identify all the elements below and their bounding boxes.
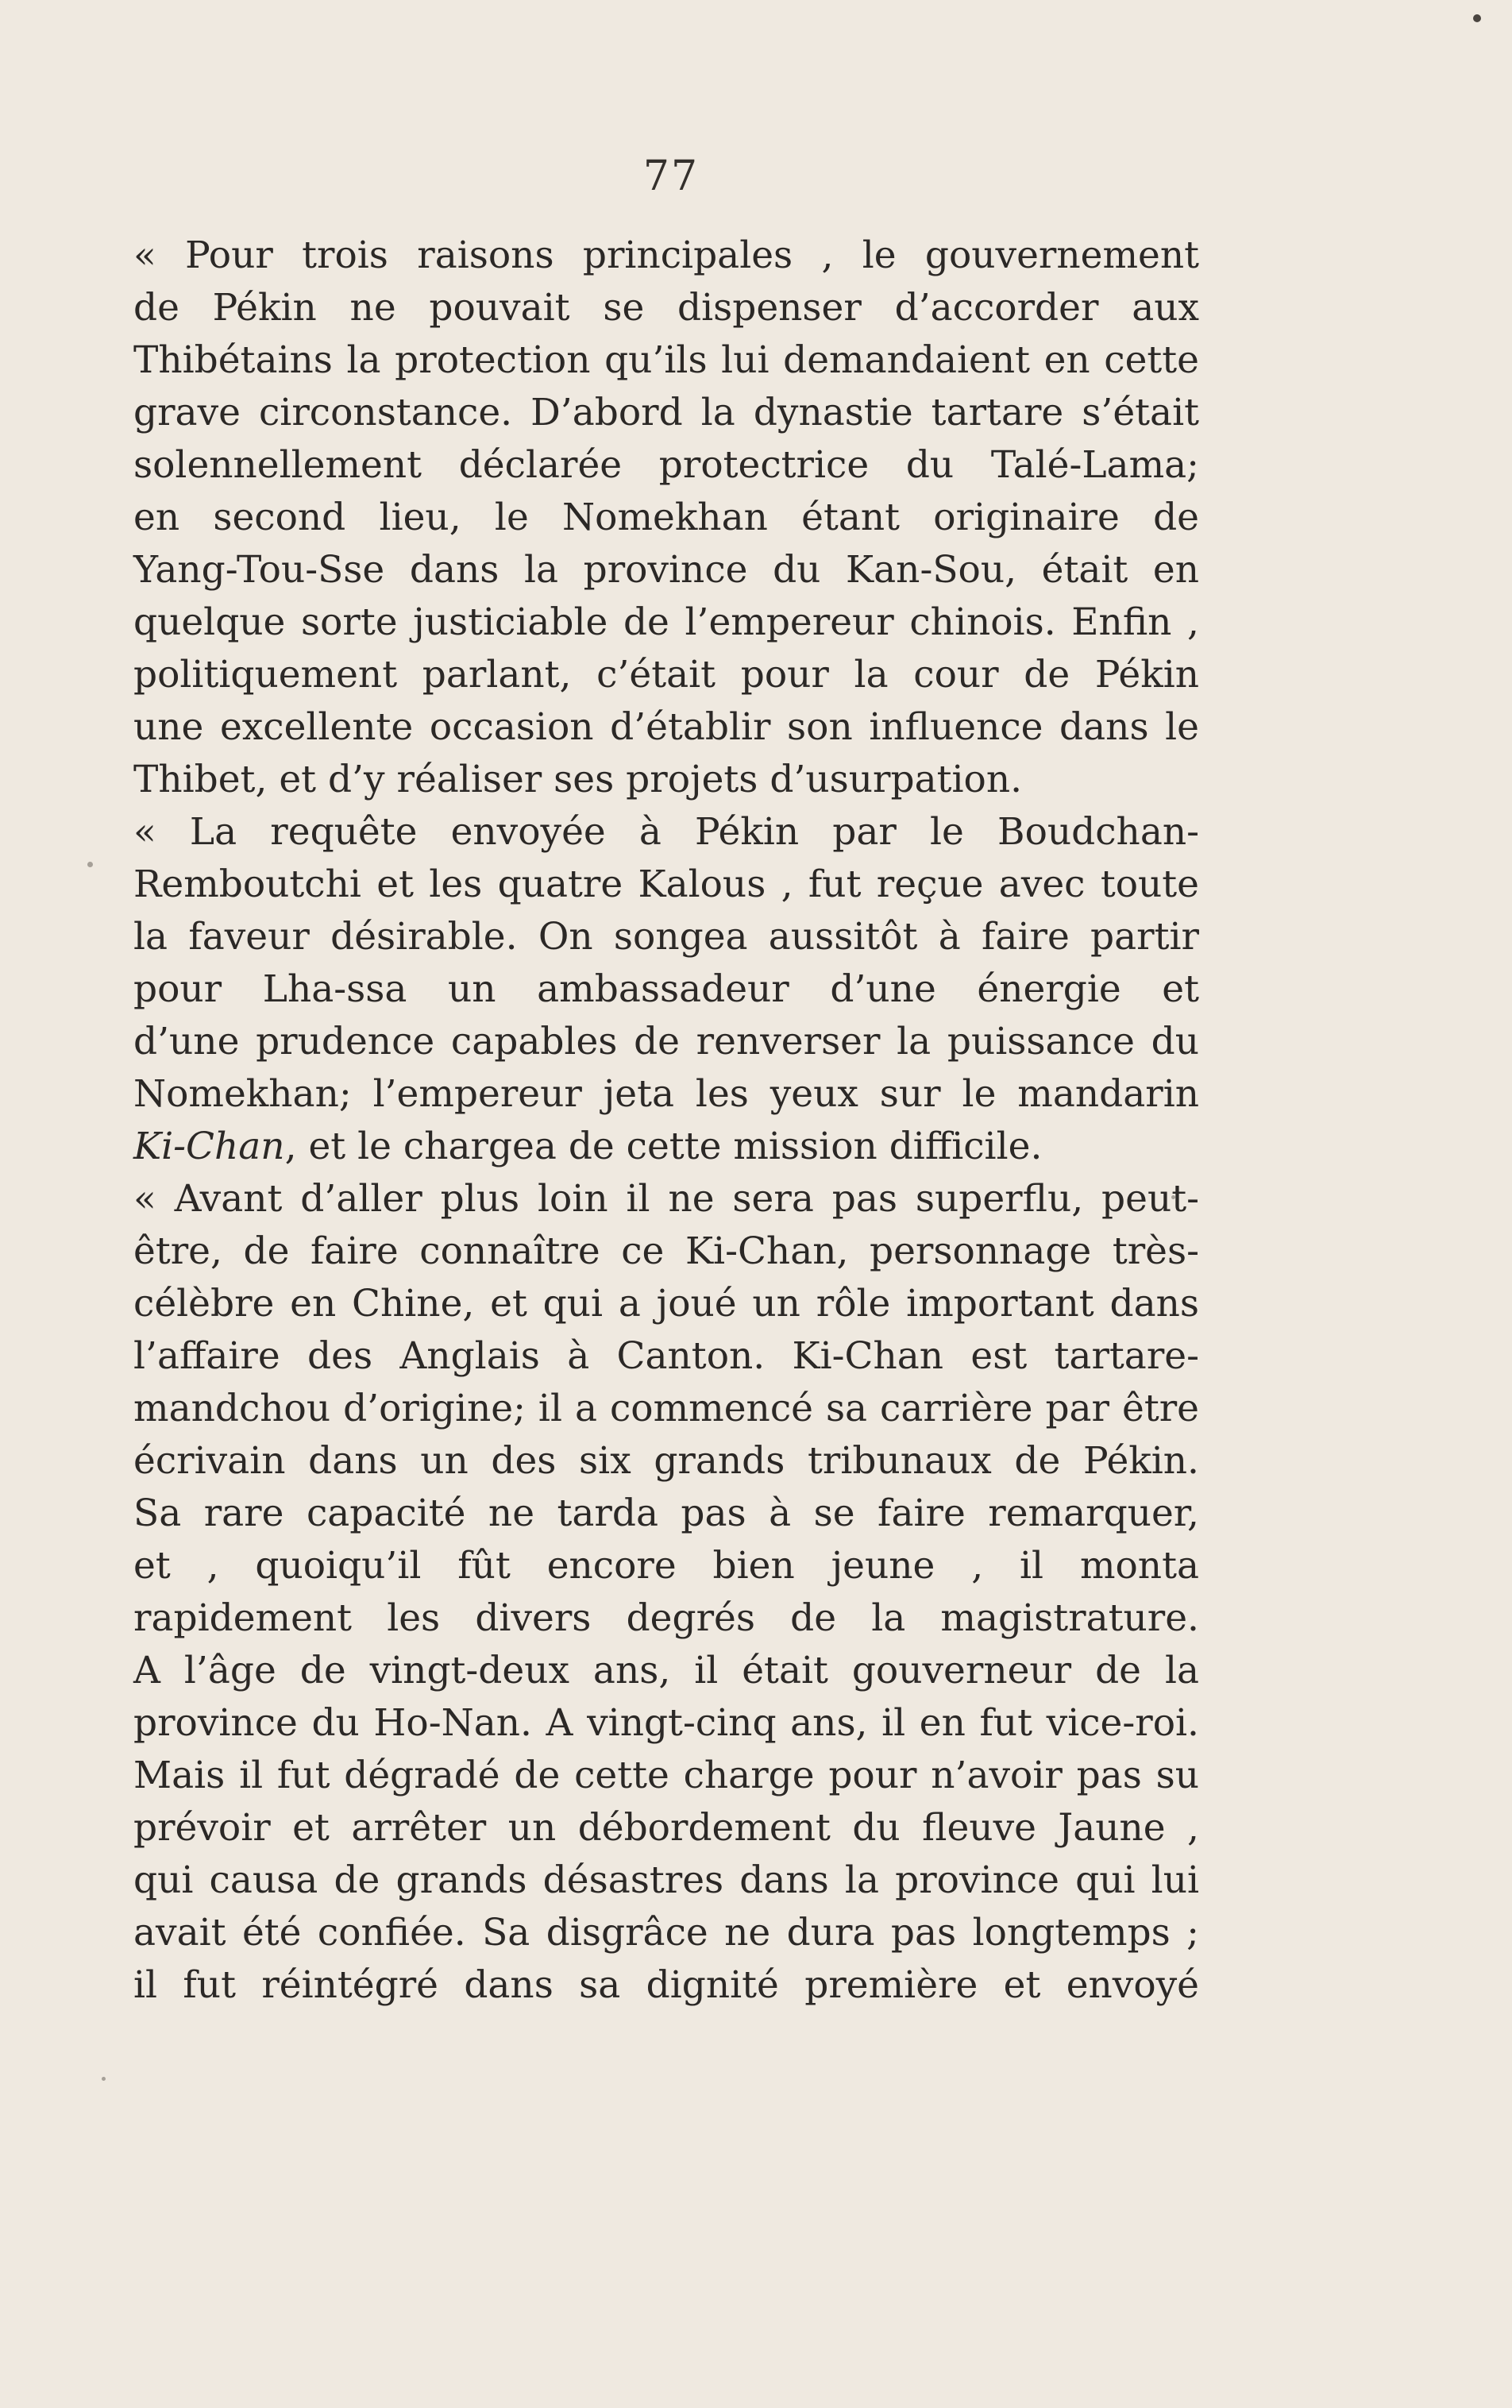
body-text [133,230,1199,2012]
text-line: « Avant d’aller plus loin il ne sera pas superflu, peut- [133,1177,1199,1221]
text-line: solennellement déclarée protectrice du Talé-Lama; [133,443,1199,487]
paper-speck [87,862,93,867]
text-line: prévoir et arrêter un débordement du fleuve Jaune , [133,1806,1199,1850]
text-line: province du Ho-Nan. A vingt-cinq ans, il en fut vice-roi. [133,1701,1199,1745]
text-line: quelque sorte justiciable de l’empereur chinois. Enfin , [133,600,1199,644]
text-line: « La requête envoyée à Pékin par le Boudchan- [133,810,1199,854]
text-line: pour Lha-ssa un ambassadeur d’une énergie et [133,967,1199,1011]
text-line: une excellente occasion d’établir son influence dans le [133,705,1199,749]
text-line: Yang-Tou-Sse dans la province du Kan-Sou, était en [133,548,1199,592]
text-line: de Pékin ne pouvait se dispenser d’accorder aux [133,286,1199,330]
ink-dot [1473,14,1481,22]
text-line: être, de faire connaître ce Ki-Chan, personnage très- [133,1229,1199,1273]
text-line: Nomekhan; l’empereur jeta les yeux sur le mandarin [133,1072,1199,1116]
text-line: politiquement parlant, c’était pour la cour de Pékin [133,653,1199,697]
text-line: Thibétains la protection qu’ils lui demandaient en cette [133,338,1199,382]
text-line: l’affaire des Anglais à Canton. Ki-Chan est tartare- [133,1334,1199,1378]
text-line: il fut réintégré dans sa dignité première et envoyé [133,1963,1199,2007]
text-line: d’une prudence capables de renverser la puissance du [133,1020,1199,1063]
text-line: Mais il fut dégradé de cette charge pour n’avoir pas su [133,1754,1199,1797]
text-line: écrivain dans un des six grands tribunaux de Pékin. [133,1439,1199,1483]
text-line: mandchou d’origine; il a commencé sa carrière par être [133,1387,1199,1430]
text-line: Remboutchi et les quatre Kalous , fut reçue avec toute [133,862,1199,906]
text-line: « Pour trois raisons principales , le gouvernement [133,233,1199,277]
text-line: la faveur désirable. On songea aussitôt à faire partir [133,915,1199,959]
ki-chan-italic: Ki-Chan [133,1125,285,1168]
paper-speck [102,2077,106,2081]
text-line: qui causa de grands désastres dans la province qui lui [133,1858,1199,1902]
text-line: en second lieu, le Nomekhan étant originaire de [133,496,1199,539]
page-number: 77 [642,152,700,200]
text-line: rapidement les divers degrés de la magistrature. [133,1596,1199,1640]
text-line: et , quoiqu’il fût encore bien jeune , il monta [133,1544,1199,1588]
text-line: célèbre en Chine, et qui a joué un rôle important dans [133,1282,1199,1326]
text-line: avait été confiée. Sa disgrâce ne dura pas longtemps ; [133,1911,1199,1955]
text-line-ki-chan [133,1121,1199,1173]
text-line: Sa rare capacité ne tarda pas à se faire remarquer, [133,1491,1199,1535]
ki-chan-line-rest: , et le chargea de cette mission difficile. [284,1125,1043,1168]
text-line: Thibet, et d’y réaliser ses projets d’usurpation. [133,758,1023,801]
text-line: grave circonstance. D’abord la dynastie tartare s’était [133,391,1199,434]
text-line: A l’âge de vingt-deux ans, il était gouverneur de la [133,1649,1199,1692]
